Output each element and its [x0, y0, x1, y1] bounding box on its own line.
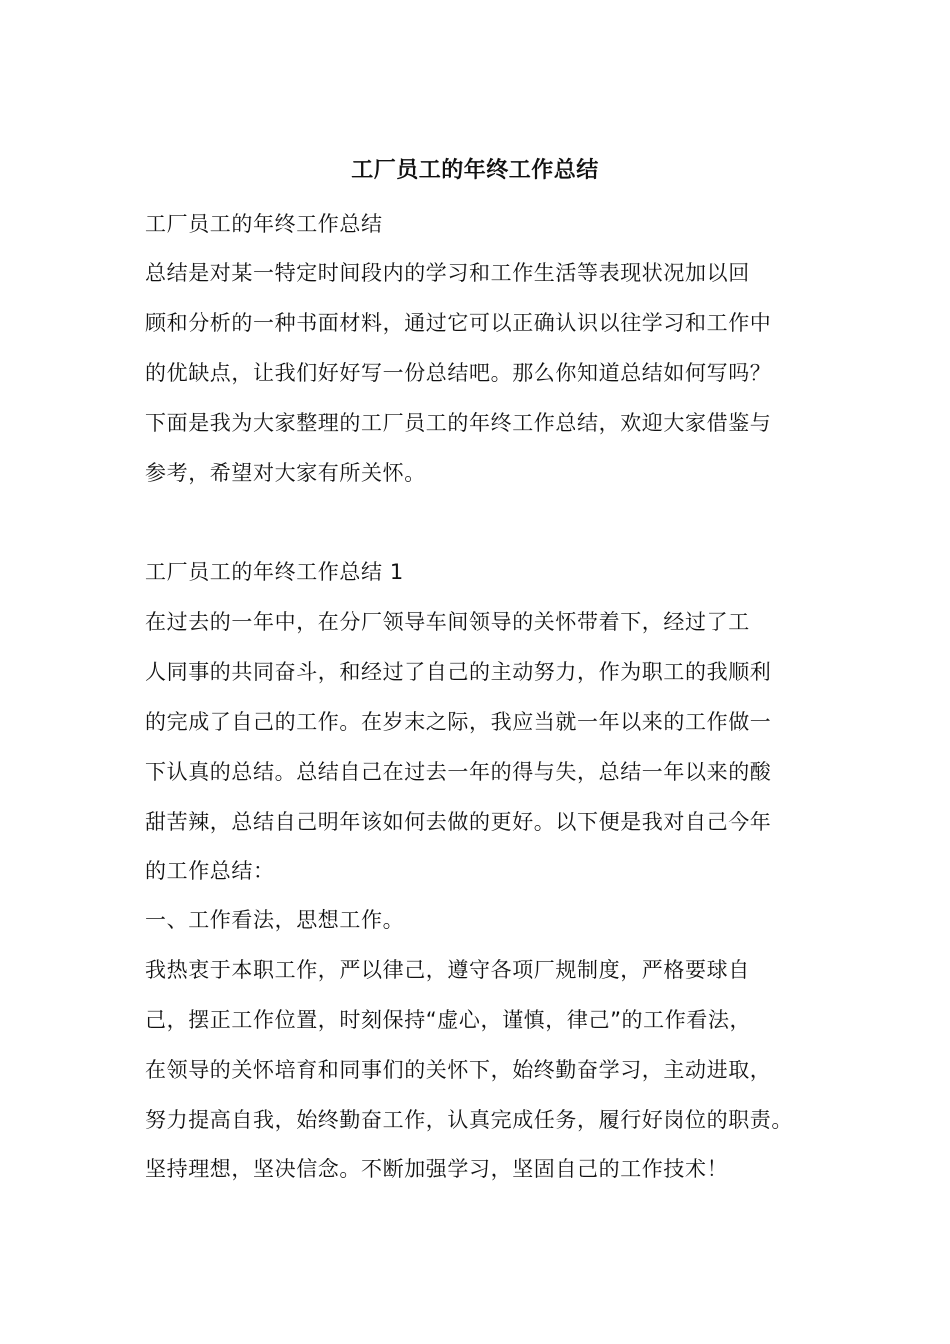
text-line: 总结是对某一特定时间段内的学习和工作生活等表现状况加以回 — [145, 261, 750, 285]
text-line: 我热衷于本职工作，严以律己，遵守各项厂规制度，严格要球自 — [145, 958, 750, 982]
text-line: 参考，希望对大家有所关怀。 — [145, 461, 426, 485]
text-line: 努力提高自我，始终勤奋工作，认真完成任务，履行好岗位的职责。 — [145, 1108, 793, 1132]
text-line: 在过去的一年中，在分厂领导车间领导的关怀带着下，经过了工 — [145, 610, 750, 634]
text-line: 己，摆正工作位置，时刻保持“虚心，谨慎，律己”的工作看法， — [145, 1008, 752, 1032]
text-line: 的优缺点，让我们好好写一份总结吧。那么你知道总结如何写吗？ — [145, 361, 772, 385]
text-line: 下面是我为大家整理的工厂员工的年终工作总结，欢迎大家借鉴与 — [145, 411, 772, 435]
text-line: 的完成了自己的工作。在岁末之际，我应当就一年以来的工作做一 — [145, 710, 772, 734]
text-line: 在领导的关怀培育和同事们的关怀下，始终勤奋学习，主动进取， — [145, 1058, 772, 1082]
text-line: 人同事的共同奋斗，和经过了自己的主动努力，作为职工的我顺利 — [145, 660, 772, 684]
section-heading: 工厂员工的年终工作总结 1 — [145, 560, 404, 584]
text-line: 甜苦辣，总结自己明年该如何去做的更好。以下便是我对自己今年 — [145, 810, 772, 834]
document-title: 工厂员工的年终工作总结 — [351, 158, 599, 183]
text-line: 顾和分析的一种书面材料，通过它可以正确认识以往学习和工作中 — [145, 311, 772, 335]
subsection-heading: 一、工作看法，思想工作。 — [145, 908, 405, 932]
text-line: 的工作总结： — [145, 859, 275, 883]
text-line: 坚持理想，坚决信念。不断加强学习，坚固自己的工作技术！ — [145, 1157, 729, 1181]
subtitle-line: 工厂员工的年终工作总结 — [145, 212, 383, 236]
text-line: 下认真的总结。总结自己在过去一年的得与失，总结一年以来的酸 — [145, 760, 772, 784]
